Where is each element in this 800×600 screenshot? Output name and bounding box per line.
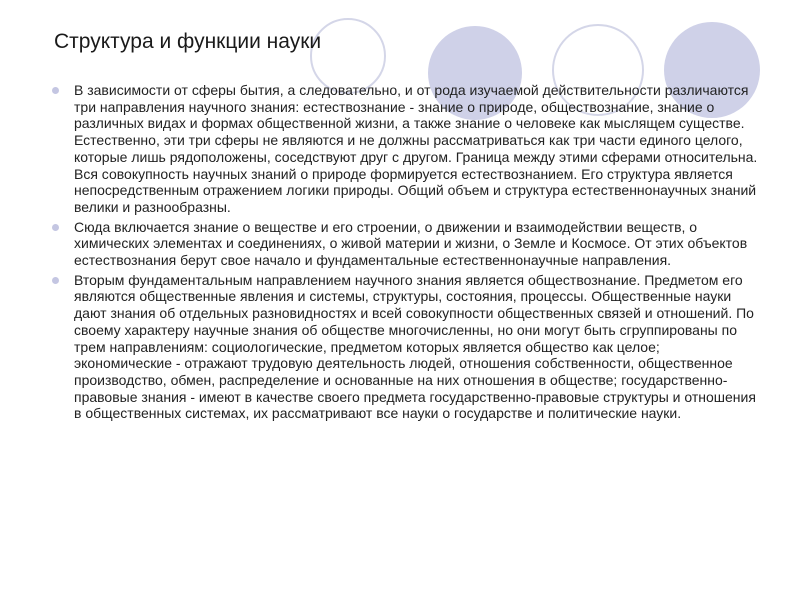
bullet-text: Сюда включается знание о веществе и его строении, о движении и взаимодействии веществ, о химических элементах и соединениях, о живой материи и жизни, о Земле и Космосе. От этих объектов естествознания берут свое начало и фундаментальные естественнонаучные направления. [74, 218, 748, 269]
bullet-text: В зависимости от сферы бытия, а следовательно, и от рода изучаемой действительности различаются три направления научного знания: естествознание - знание о природе, обществознание, знание о различных видах и формах общественной жизни, а также знание о человеке как мыслящем существе. Естественно, эти три сферы не являются и не должны рассматриваться как три части единого целого, которые лишь рядоположены, соседствуют друг с другом. Граница между этими сферами относительна. Вся совокупность научных знаний о природе формируется естествознанием. Его структура является непосредственным отражением логики природы. Общий объем и структура естественнонаучных знаний велики и разнообразны. [74, 82, 758, 215]
bullet-item [52, 82, 760, 216]
bullet-dot-icon [52, 277, 59, 284]
bullet-text: Вторым фундаментальным направлением научного знания является обществознание. Предметом его являются общественные явления и системы, структуры, состояния, процессы. Общественные науки дают знания об отдельных разновидностях и всей совокупности общественных связей и отношений. По своему характеру научные знания об обществе многочисленны, но они могут быть сгруппированы по трем направлениям: социологические, предметом которых является общество как целое; экономические - отражают трудовую деятельность людей, отношения собственности, общественное производство, обмен, распределение и основанные на них отношения в обществе; государственно-правовые знания - имеют в качестве своего предмета государственно-правовые структуры и отношения в общественных системах, их рассматривают все науки о государстве и политические науки. [74, 271, 756, 422]
bullet-dot-icon [52, 87, 59, 94]
slide-content [52, 82, 760, 425]
bullet-dot-icon [52, 224, 59, 231]
bullet-item [52, 272, 760, 422]
bullet-list [52, 82, 760, 422]
bullet-item [52, 219, 760, 269]
slide-title: Структура и функции науки [54, 30, 322, 53]
